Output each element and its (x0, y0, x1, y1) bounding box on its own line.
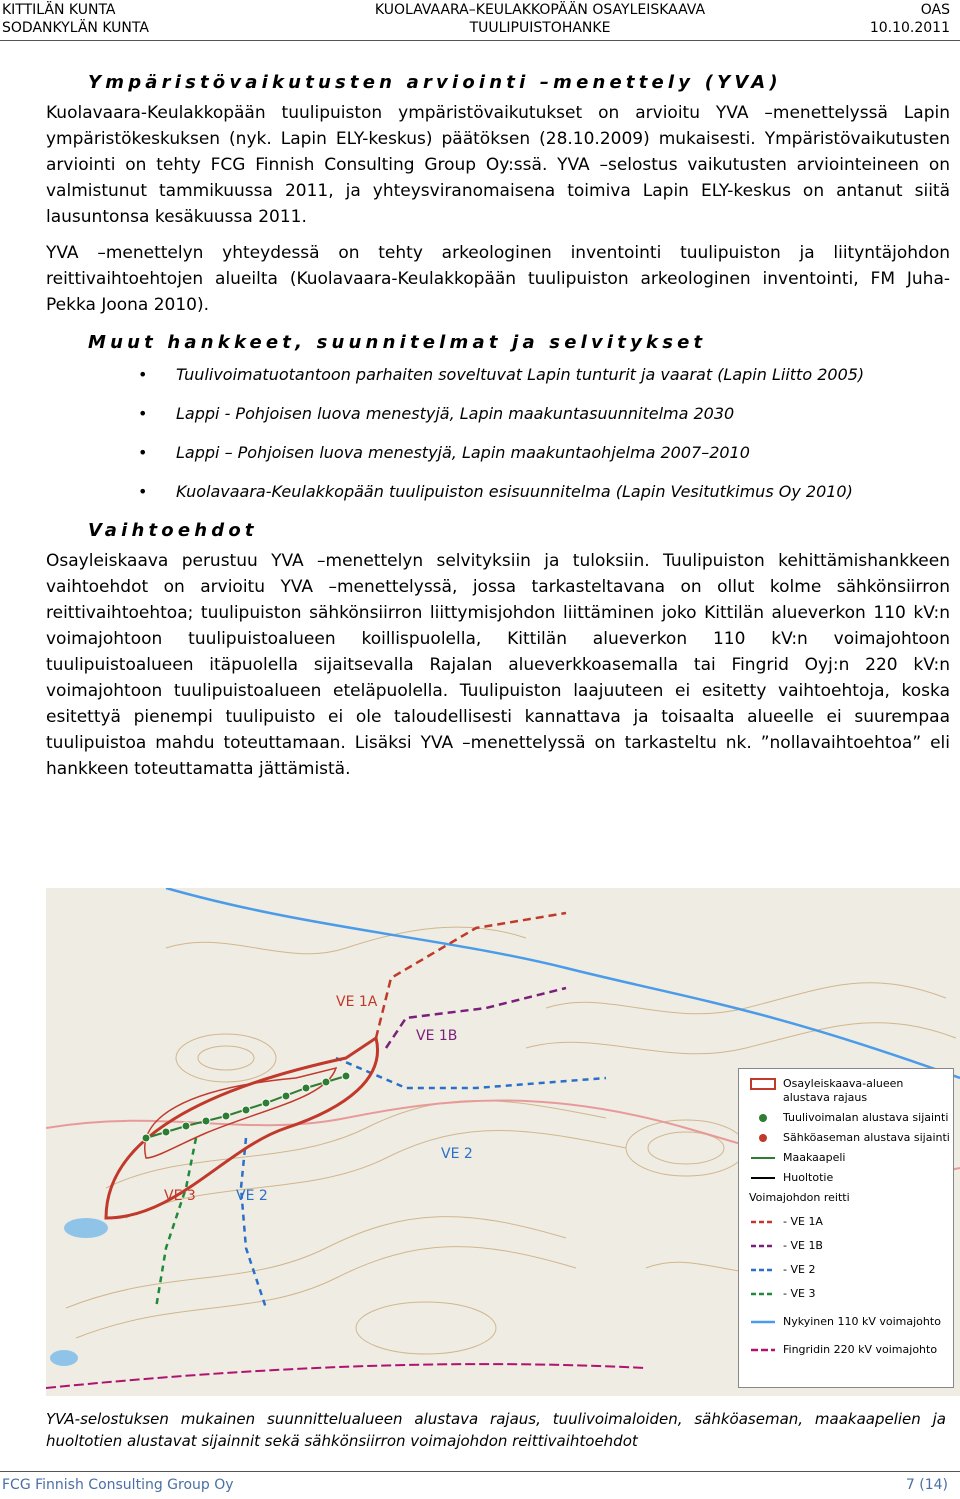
reference-list (46, 362, 950, 504)
header-divider (0, 40, 960, 41)
legend-label: Fingridin 220 kV voimajohto (783, 1343, 938, 1356)
paragraph-yva-2: YVA –menettelyn yhteydessä on tehty arkeologinen inventointi tuulipuiston ja liityntäjohdon reittivaihtoehtojen alueilta (Kuolavaara-Keulakkopään tuulipuiston arkeologinen inventointi, FM Juha-Pekka Joona 2010). (46, 243, 950, 315)
list-item-text: Lappi – Pohjoisen luova menestyjä, Lapin maakuntaohjelma 2007–2010 (176, 443, 750, 462)
list-item-text: Lappi - Pohjoisen luova menestyjä, Lapin maakuntasuunnitelma 2030 (176, 404, 735, 423)
service-road-icon (749, 1171, 777, 1185)
label-ve1b: VE 1B (416, 1028, 458, 1044)
list-item (138, 401, 950, 426)
existing-110kv-icon (749, 1315, 777, 1329)
label-ve2-west: VE 2 (236, 1188, 268, 1204)
ve3-line-icon (749, 1287, 777, 1301)
legend-label: Tuulivoimalan alustava sijainti (783, 1111, 949, 1124)
heading-other-projects: Muut hankkeet, suunnitelmat ja selvitykset (88, 332, 707, 353)
header-doc-type: OAS (920, 2, 950, 18)
legend-label: - VE 1A (783, 1215, 823, 1228)
list-item (138, 440, 950, 465)
footer-company: FCG Finnish Consulting Group Oy (2, 1477, 234, 1493)
list-item (138, 362, 950, 387)
planning-map (46, 888, 960, 1396)
substation-icon (749, 1131, 777, 1145)
legend-label: Voimajohdon reitti (749, 1191, 850, 1204)
lake (50, 1350, 78, 1366)
footer-divider (0, 1471, 960, 1472)
page-header (0, 0, 960, 40)
paragraph-alternatives: Osayleiskaava perustuu YVA –menettelyn selvityksiin ja tuloksiin. Tuulipuiston kehittämishankkeen vaihtoehdot on arvioitu YVA –menettelyssä, jossa tarkasteltavana on ollut kolme sähkönsiirron reittivaihtoehtoa; tuulipuiston sähkönsiirron liittymisjohdon liittäminen joko Kittilän alueverkon 110 kV:n voimajohtoon tuulipuistoalueen koillispuolella, Kittilän alueverkon 110 kV:n voimajohtoon tuulipuistoalueen itäpuolella sijaitsevalla Rajalan alueverkkoasemalla tai Fingrid Oyj:n 220 kV:n voimajohtoon tuulipuistoalueen eteläpuolella. Tuulipuiston laajuuteen ei esitetty vaihtoehtoja, koska esitettyä pienempi tuulipuisto ei ole taloudellisesti kannattava ja toisaalta alueelle ei suurempaa tuulipuistoa mahdu toteuttamaan. Lisäksi YVA –menettelyssä on tarkasteltu nk. ”nollavaihtoehtoa” eli hankkeen toteuttamatta jättämistä. (46, 551, 950, 779)
legend-label: Nykyinen 110 kV voimajohto (783, 1315, 941, 1328)
legend-label: Osayleiskaava-alueen alustava rajaus (783, 1077, 904, 1104)
label-ve1a: VE 1A (336, 994, 378, 1010)
label-ve3: VE 3 (164, 1188, 196, 1204)
header-date: 10.10.2011 (869, 20, 950, 36)
header-center (320, 1, 760, 37)
ve2-line-icon (749, 1263, 777, 1277)
main-content (46, 60, 950, 792)
ve1a-line-icon (749, 1215, 777, 1229)
bullet-icon: • (138, 482, 148, 501)
list-item-text: Kuolavaara-Keulakkopään tuulipuiston esisuunnitelma (Lapin Vesitutkimus Oy 2010) (176, 482, 853, 501)
list-item (138, 479, 950, 504)
fingrid-220kv-icon (749, 1343, 777, 1357)
header-plan-title: KUOLAVAARA–KEULAKKOPÄÄN OSAYLEISKAAVA (374, 2, 706, 18)
ve1b-line-icon (749, 1239, 777, 1253)
legend-label: - VE 1B (783, 1239, 823, 1252)
map-legend (738, 1068, 954, 1388)
bullet-icon: • (138, 443, 148, 462)
legend-label: Sähköaseman alustava sijainti (783, 1131, 950, 1144)
bullet-icon: • (138, 365, 148, 384)
figure-caption: YVA-selostuksen mukainen suunnittelualueen alustava rajaus, tuulivoimaloiden, sähköaseman, maakaapelien ja huoltotien alustavat sijainnit sekä sähkönsiirron voimajohdon reittivaihtoehdot (46, 1410, 946, 1450)
boundary-icon (749, 1077, 777, 1091)
list-item-text: Tuulivoimatuotantoon parhaiten soveltuvat Lapin tunturit ja vaarat (Lapin Liitto 2005) (176, 365, 865, 384)
turbine-icon (749, 1111, 777, 1125)
legend-label: Maakaapeli (783, 1151, 846, 1164)
heading-yva: Ympäristövaikutusten arviointi –menettely (YVA) (88, 72, 782, 93)
label-ve2-east: VE 2 (441, 1146, 473, 1162)
page-number: 7 (14) (905, 1477, 948, 1493)
legend-label: - VE 2 (783, 1263, 816, 1276)
header-municipality-2: SODANKYLÄN KUNTA (2, 20, 149, 36)
paragraph-yva-1: Kuolavaara-Keulakkopään tuulipuiston ympäristövaikutukset on arvioitu YVA –menettelyssä Lapin ympäristökeskuksen (nyk. Lapin ELY-keskus) päätöksen (28.10.2009) mukaisesti. Ympäristövaikutusten arviointi on tehty FCG Finnish Consulting Group Oy:ssä. YVA –selostus vaikutusten arviointeineen on valmistunut tammikuussa 2011, ja yhteysviranomaisena toimiva Lapin ELY-keskus on antanut siitä lausuntonsa kesäkuussa 2011. (46, 103, 950, 227)
header-project: TUULIPUISTOHANKE (469, 20, 611, 36)
header-right (870, 1, 950, 37)
bullet-icon: • (138, 404, 148, 423)
legend-label: - VE 3 (783, 1287, 816, 1300)
cable-icon (749, 1151, 777, 1165)
heading-alternatives: Vaihtoehdot (88, 520, 258, 541)
header-left (2, 1, 149, 37)
header-municipality-1: KITTILÄN KUNTA (2, 2, 116, 18)
lake (64, 1218, 108, 1238)
legend-label: Huoltotie (783, 1171, 834, 1184)
